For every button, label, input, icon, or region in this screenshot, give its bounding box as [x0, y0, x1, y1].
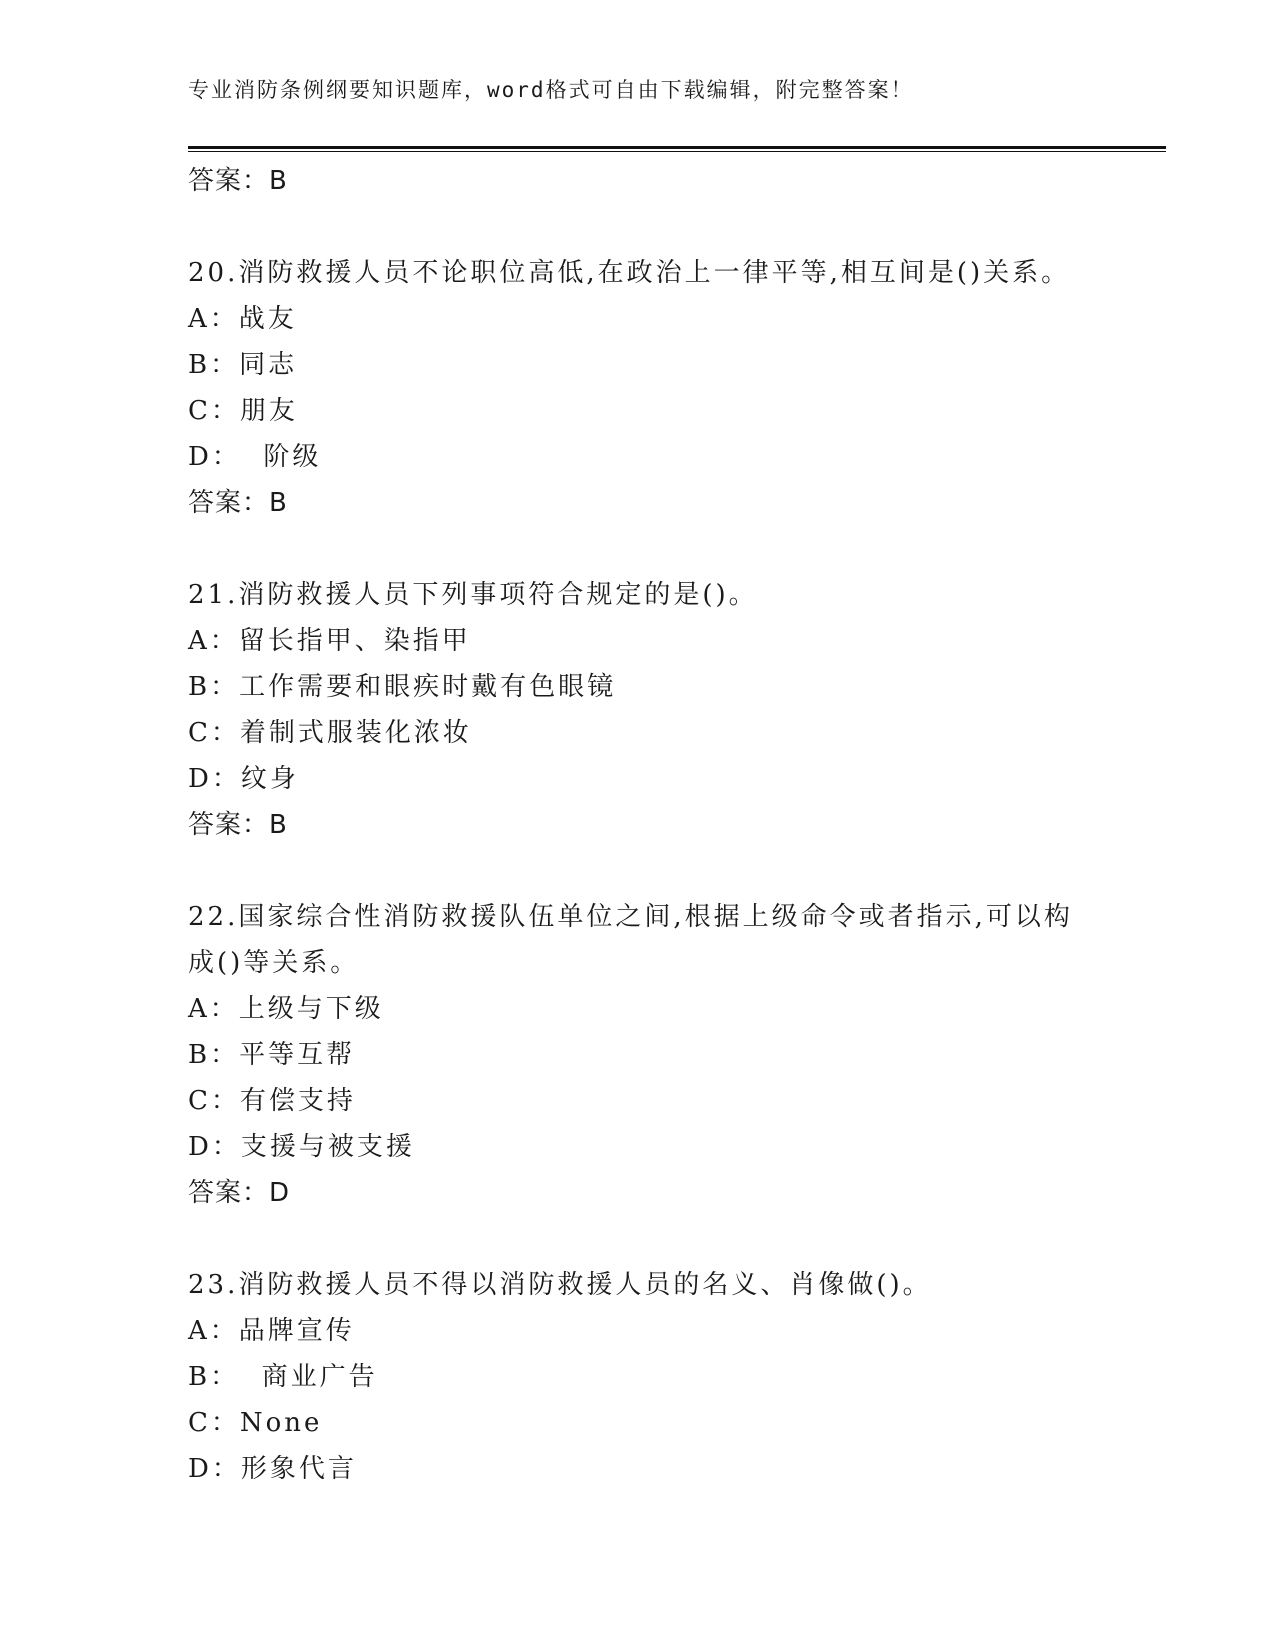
- answer-line: 答案：B: [188, 488, 288, 518]
- page-header: 专业消防条例纲要知识题库，word格式可自由下载编辑，附完整答案！: [188, 78, 914, 102]
- question-block: [188, 250, 1128, 526]
- option-a: A：上级与下级: [188, 994, 384, 1024]
- option-c: C：朋友: [188, 396, 298, 426]
- header-rule-thin: [188, 151, 1166, 152]
- question-text: 20.消防救援人员不论职位高低,在政治上一律平等,相互间是()关系。: [188, 258, 1071, 288]
- option-c: C：有偿支持: [188, 1086, 356, 1116]
- question-list: [188, 158, 1128, 1492]
- answer-line: 答案：B: [188, 166, 288, 196]
- question-block: [188, 894, 1128, 1216]
- option-d: D： 阶级: [188, 442, 322, 472]
- option-b: B： 商业广告: [188, 1362, 378, 1392]
- question-text: 21.消防救援人员下列事项符合规定的是()。: [188, 580, 758, 610]
- option-a: A：品牌宣传: [188, 1316, 355, 1346]
- question-text: 23.消防救援人员不得以消防救援人员的名义、肖像做()。: [188, 1270, 932, 1300]
- answer-line: 答案：B: [188, 810, 288, 840]
- question-block: [188, 572, 1128, 848]
- question-block: [188, 1262, 1128, 1492]
- option-c: C：着制式服装化浓妆: [188, 718, 472, 748]
- option-c: C：None: [188, 1408, 323, 1438]
- question-text-line-2: 成()等关系。: [188, 948, 360, 978]
- option-a: A：战友: [188, 304, 297, 334]
- option-b: B：同志: [188, 350, 298, 380]
- option-d: D：纹身: [188, 764, 299, 794]
- question-text-line-1: 22.国家综合性消防救援队伍单位之间,根据上级命令或者指示,可以构: [188, 902, 1073, 932]
- header-rule-thick: [188, 146, 1166, 149]
- option-b: B：平等互帮: [188, 1040, 356, 1070]
- option-b: B：工作需要和眼疾时戴有色眼镜: [188, 672, 617, 702]
- answer-line: 答案：D: [188, 1178, 291, 1208]
- option-a: A：留长指甲、染指甲: [188, 626, 471, 656]
- option-d: D：形象代言: [188, 1454, 357, 1484]
- option-d: D：支援与被支援: [188, 1132, 415, 1162]
